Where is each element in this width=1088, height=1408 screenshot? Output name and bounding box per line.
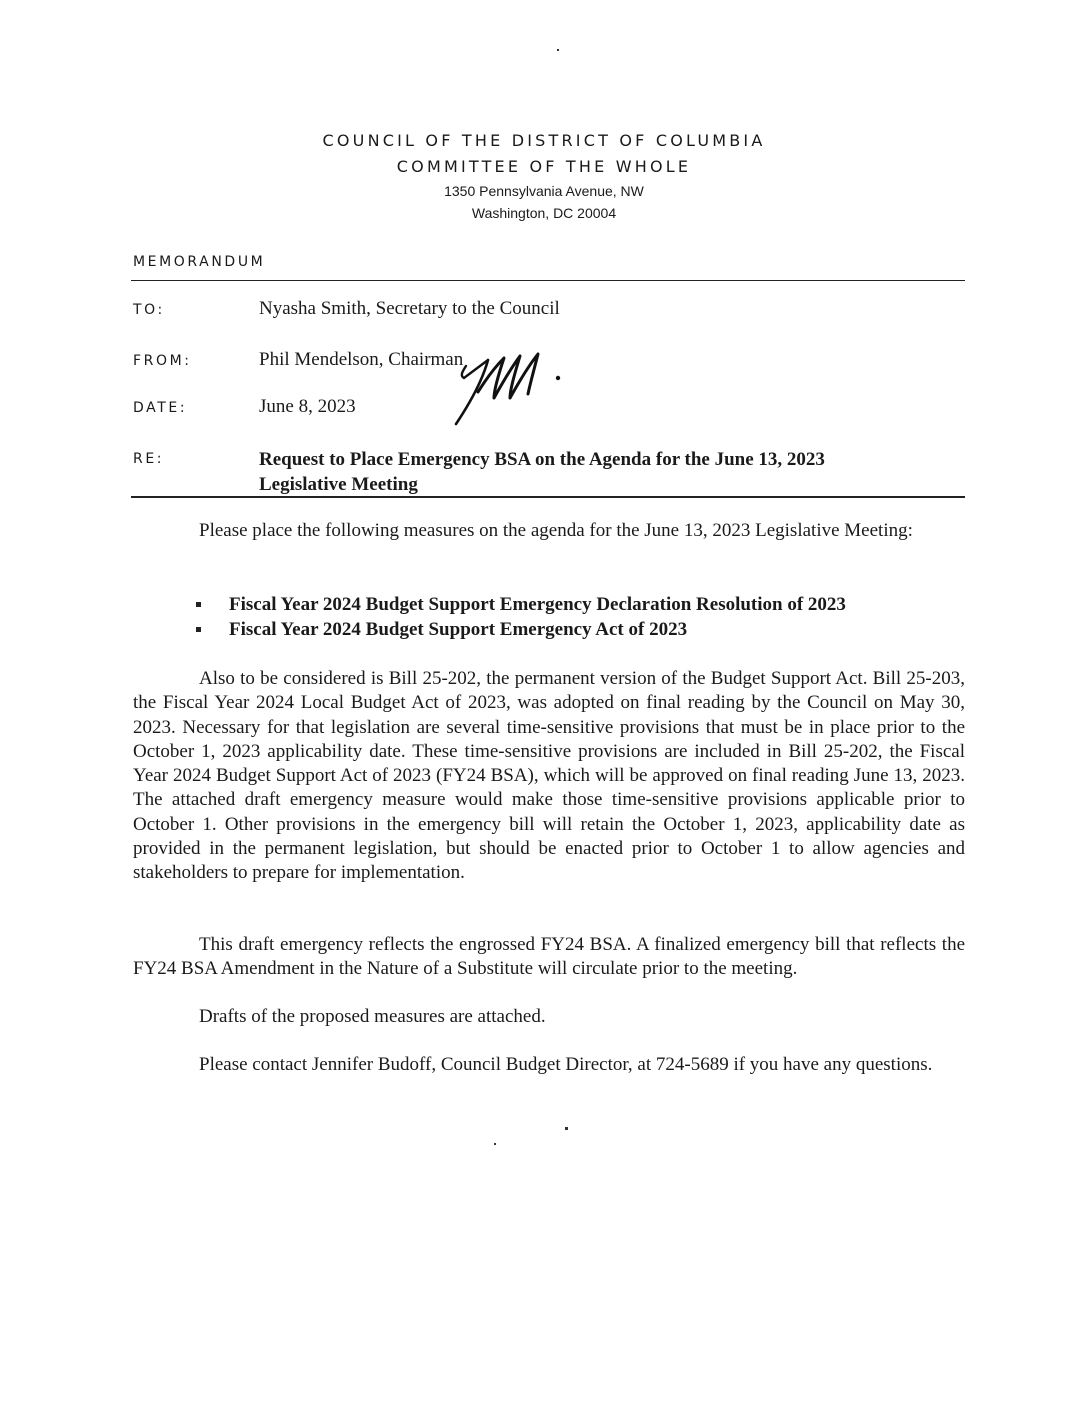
re-subject-line-2: Legislative Meeting bbox=[259, 474, 418, 495]
measure-item bbox=[196, 617, 846, 642]
chairman-signature bbox=[448, 346, 568, 430]
measures-list bbox=[196, 592, 846, 642]
re-subject bbox=[259, 447, 959, 497]
address-line-2: Washington, DC 20004 bbox=[471, 205, 617, 221]
measure-text: Fiscal Year 2024 Budget Support Emergency Declaration Resolution of 2023 bbox=[229, 594, 846, 615]
bullet-icon bbox=[196, 602, 201, 607]
from-label: FROM: bbox=[133, 353, 192, 369]
subject-divider bbox=[131, 496, 965, 498]
paragraph-contact bbox=[133, 1053, 965, 1077]
committee-name: COMMITTEE OF THE WHOLE bbox=[396, 157, 692, 176]
date-value: June 8, 2023 bbox=[259, 396, 356, 417]
paragraph-draft-note bbox=[133, 933, 965, 982]
paragraph-contact-text: Please contact Jennifer Budoff, Council Budget Director, at 724-5689 if you have any questions. bbox=[199, 1054, 933, 1075]
paragraph-request-text: Please place the following measures on the agenda for the June 13, 2023 Legislative Meeting: bbox=[199, 520, 913, 541]
scan-speck bbox=[565, 1127, 568, 1130]
measure-item bbox=[196, 592, 846, 617]
date-label: DATE: bbox=[133, 400, 188, 416]
paragraph-attachments bbox=[133, 1005, 965, 1029]
address-line-1: 1350 Pennsylvania Avenue, NW bbox=[444, 183, 644, 199]
header-divider bbox=[131, 280, 965, 281]
re-label: RE: bbox=[133, 451, 165, 467]
to-label: TO: bbox=[133, 302, 165, 318]
paragraph-draft-note-text: This draft emergency reflects the engrossed FY24 BSA. A finalized emergency bill that reflects the FY24 BSA Amendment in the Nature of a Substitute will circulate prior to the meeting. bbox=[133, 934, 965, 980]
from-value: Phil Mendelson, Chairman bbox=[259, 349, 464, 370]
paragraph-background bbox=[133, 667, 965, 886]
measure-text: Fiscal Year 2024 Budget Support Emergency Act of 2023 bbox=[229, 619, 688, 640]
to-value: Nyasha Smith, Secretary to the Council bbox=[259, 298, 560, 319]
bullet-icon bbox=[196, 627, 201, 632]
re-subject-line-1: Request to Place Emergency BSA on the Agenda for the June 13, 2023 bbox=[259, 449, 825, 470]
scan-speck bbox=[557, 49, 559, 51]
paragraph-background-text: Also to be considered is Bill 25-202, the permanent version of the Budget Support Act. Bill 25-203, the Fiscal Year 2024 Local Budget Act of 2023, was adopted on final reading by the Council on May 30, 2023. Necessary for that legislation are several time-sensitive provisions that must be in place prior to the October 1, 2023 applicability date. These time-sensitive provisions are included in Bill 25-202, the Fiscal Year 2024 Budget Support Act of 2023 (FY24 BSA), which will be approved on final reading June 13, 2023. The attached draft emergency measure would make those time-sensitive provisions applicable prior to October 1. Other provisions in the emergency bill will retain the October 1, 2023, applicability date as provided in the permanent legislation, but should be enacted prior to October 1 to allow agencies and stakeholders to prepare for implementation. bbox=[133, 668, 965, 884]
paragraph-request bbox=[133, 519, 965, 543]
paragraph-attachments-text: Drafts of the proposed measures are attached. bbox=[199, 1006, 546, 1027]
council-name: COUNCIL OF THE DISTRICT OF COLUMBIA bbox=[322, 131, 766, 150]
scan-speck bbox=[494, 1143, 496, 1145]
memorandum-label: MEMORANDUM bbox=[133, 254, 266, 270]
